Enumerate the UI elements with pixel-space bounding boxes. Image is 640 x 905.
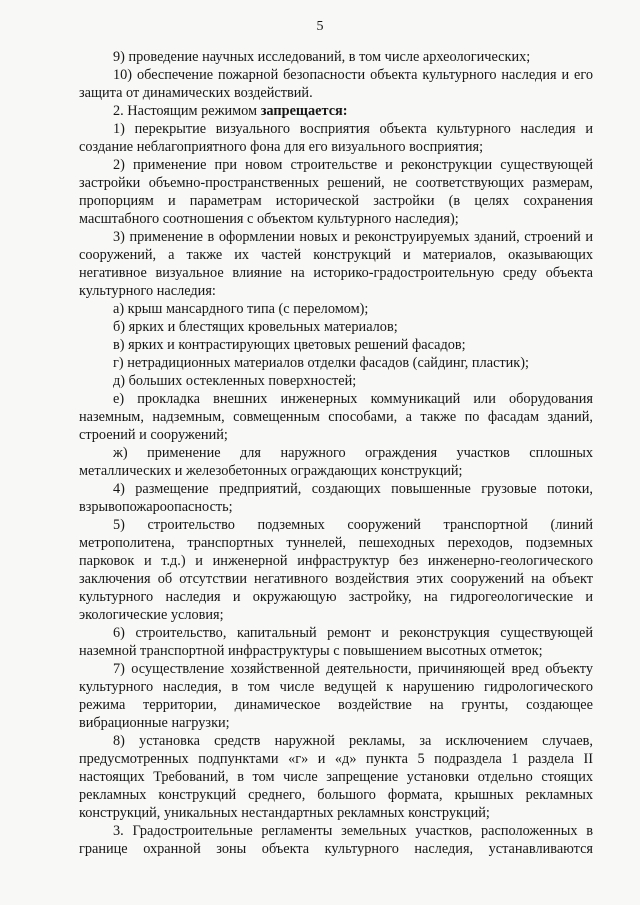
section-2-emphasis: запрещается: — [260, 103, 348, 119]
paragraph-prohibition-6: 6) строительство, капитальный ремонт и реконструкция существующей наземной транспортной инфраструктуры с повышением высотных отметок; — [79, 625, 593, 659]
paragraph-prohibition-4: 4) размещение предприятий, создающих повышенные грузовые потоки, взрывопожароопасность; — [79, 481, 593, 515]
paragraph-prohibition-5: 5) строительство подземных сооружений транспортной (линий метрополитена, транспортных туннелей, пешеходных переходов, подземных парковок и т.д.) и инженерной инфраструктур без инженерно-геологического заключения об отсутствии негативного воздействия этих сооружений на объект культурного наследия и окружающую застройку, на гидрогеологические и экологические условия; — [79, 517, 593, 623]
paragraph-subitem-zh: ж) применение для наружного ограждения участков сплошных металлических и железобетонных ограждающих конструкций; — [79, 445, 593, 479]
paragraph-prohibition-2: 2) применение при новом строительстве и реконструкции существующей застройки объемно-пространственных решений, не соответствующих размерам, пропорциям и параметрам исторической застройки (в целях сохранения масштабного соотношения с объектом культурного наследия); — [79, 157, 593, 227]
paragraph-subitem-v: в) ярких и контрастирующих цветовых решений фасадов; — [113, 337, 466, 353]
paragraph-section-2-heading — [79, 102, 593, 120]
paragraph-item-10: 10) обеспечение пожарной безопасности объекта культурного наследия и его защита от динамических воздействий. — [79, 67, 593, 101]
paragraph-subitem-e: е) прокладка внешних инженерных коммуникаций или оборудования наземным, надземным, совмещенным способами, а также по фасадам зданий, строений и сооружений; — [79, 391, 593, 443]
page-number: 5 — [316, 19, 324, 34]
paragraph-section-3: 3. Градостроительные регламенты земельных участков, расположенных в границе охранной зоны объекта культурного наследия, устанавливаются — [79, 823, 593, 857]
paragraph-subitem-d: д) больших остекленных поверхностей; — [113, 373, 357, 389]
paragraph-subitem-a: а) крыш мансардного типа (с переломом); — [113, 301, 369, 317]
paragraph-subitem-b: б) ярких и блестящих кровельных материалов; — [113, 319, 398, 335]
paragraph-prohibition-3: 3) применение в оформлении новых и реконструируемых зданий, строений и сооружений, а также их частей конструкций и материалов, оказывающих негативное визуальное влияние на историко-градостроительную среду объекта культурного наследия: — [79, 229, 593, 299]
document-body — [79, 48, 593, 858]
paragraph-prohibition-7: 7) осуществление хозяйственной деятельности, причиняющей вред объекту культурного наследия, в том числе ведущей к нарушению гидрологического режима территории, динамическое воздействие на грунты, создающее вибрационные нагрузки; — [79, 661, 593, 731]
paragraph-subitem-g: г) нетрадиционных материалов отделки фасадов (сайдинг, пластик); — [113, 355, 529, 371]
paragraph-item-9: 9) проведение научных исследований, в том числе археологических; — [113, 49, 531, 65]
paragraph-prohibition-8: 8) установка средств наружной рекламы, за исключением случаев, предусмотренных подпунктами «г» и «д» пункта 5 подраздела 1 раздела II настоящих Требований, в том числе запрещение установки отдельно стоящих рекламных конструкций среднего, большого формата, крышных рекламных конструкций, уникальных нестандартных рекламных конструкций; — [79, 733, 593, 821]
section-2-lead: 2. Настоящим режимом — [113, 103, 261, 119]
paragraph-prohibition-1: 1) перекрытие визуального восприятия объекта культурного наследия и создание неблагоприятного фона для его визуального восприятия; — [79, 121, 593, 155]
